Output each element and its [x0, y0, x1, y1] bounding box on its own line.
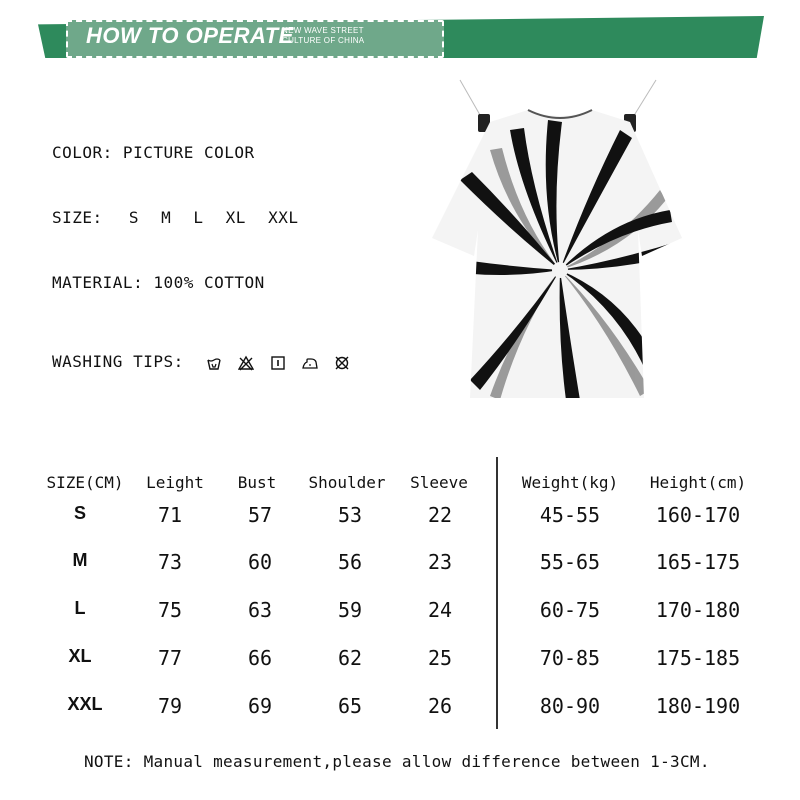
- table-header: Weight(kg): [521, 473, 619, 492]
- table-cell: 63: [247, 598, 273, 622]
- table-header: Bust: [237, 473, 277, 492]
- table-cell: 70-85: [539, 646, 601, 670]
- size-cell: L: [74, 598, 86, 618]
- size-cell: XL: [68, 646, 92, 666]
- size-option: XXL: [268, 208, 299, 227]
- washing-label: WASHING TIPS:: [52, 352, 184, 371]
- table-cell: 26: [427, 694, 453, 718]
- table-cell: 175-185: [655, 646, 741, 670]
- table-cell: 23: [427, 550, 453, 574]
- washing-tips: [52, 352, 350, 371]
- measurement-note: NOTE: Manual measurement,please allow difference between 1-3CM.: [84, 752, 710, 771]
- banner-subtitle-line2: CULTURE OF CHINA: [282, 36, 365, 45]
- table-divider: [496, 457, 498, 729]
- table-cell: 165-175: [655, 550, 741, 574]
- material-info: MATERIAL: 100% COTTON: [52, 273, 265, 292]
- no-bleach-icon: [238, 355, 254, 371]
- table-cell: 170-180: [655, 598, 741, 622]
- table-cell: 65: [337, 694, 363, 718]
- size-option: XL: [225, 208, 246, 227]
- hand-wash-icon: [206, 355, 222, 371]
- table-cell: 69: [247, 694, 273, 718]
- size-list: [129, 208, 311, 227]
- size-cell: S: [73, 503, 86, 523]
- table-cell: 77: [157, 646, 183, 670]
- table-cell: 59: [337, 598, 363, 622]
- table-cell: 66: [247, 646, 273, 670]
- table-cell: 45-55: [539, 503, 601, 527]
- table-cell: 57: [247, 503, 273, 527]
- size-cell: M: [72, 550, 88, 570]
- tie-dye-tshirt-icon: [420, 70, 700, 410]
- tumble-dry-icon: [270, 355, 286, 371]
- table-cell: 60: [247, 550, 273, 574]
- iron-icon: [302, 355, 318, 371]
- color-info: COLOR: PICTURE COLOR: [52, 143, 255, 162]
- table-cell: 180-190: [655, 694, 741, 718]
- table-header: Leight: [146, 473, 204, 492]
- size-option: M: [161, 208, 172, 227]
- table-cell: 71: [157, 503, 183, 527]
- table-header: Height(cm): [649, 473, 747, 492]
- table-header: SIZE(CM): [46, 473, 124, 492]
- table-cell: 53: [337, 503, 363, 527]
- table-cell: 56: [337, 550, 363, 574]
- washing-icons: [206, 355, 350, 371]
- table-cell: 75: [157, 598, 183, 622]
- no-dry-clean-icon: [334, 355, 350, 371]
- banner-title: HOW TO OPERATE: [86, 23, 294, 48]
- table-cell: 24: [427, 598, 453, 622]
- size-option: S: [128, 208, 139, 227]
- size-label: SIZE:: [52, 208, 103, 227]
- table-cell: 25: [427, 646, 453, 670]
- size-cell: XXL: [67, 694, 103, 714]
- table-cell: 160-170: [655, 503, 741, 527]
- table-cell: 80-90: [539, 694, 601, 718]
- table-cell: 73: [157, 550, 183, 574]
- table-header: Sleeve: [410, 473, 468, 492]
- banner-subtitle: [282, 26, 364, 46]
- header-banner: [38, 16, 764, 58]
- size-info: [52, 208, 310, 227]
- size-option: L: [193, 208, 204, 227]
- table-cell: 62: [337, 646, 363, 670]
- banner-subtitle-line1: NEW WAVE STREET: [282, 26, 364, 35]
- table-cell: 55-65: [539, 550, 601, 574]
- table-cell: 60-75: [539, 598, 601, 622]
- table-cell: 79: [157, 694, 183, 718]
- table-cell: 22: [427, 503, 453, 527]
- table-header: Shoulder: [308, 473, 386, 492]
